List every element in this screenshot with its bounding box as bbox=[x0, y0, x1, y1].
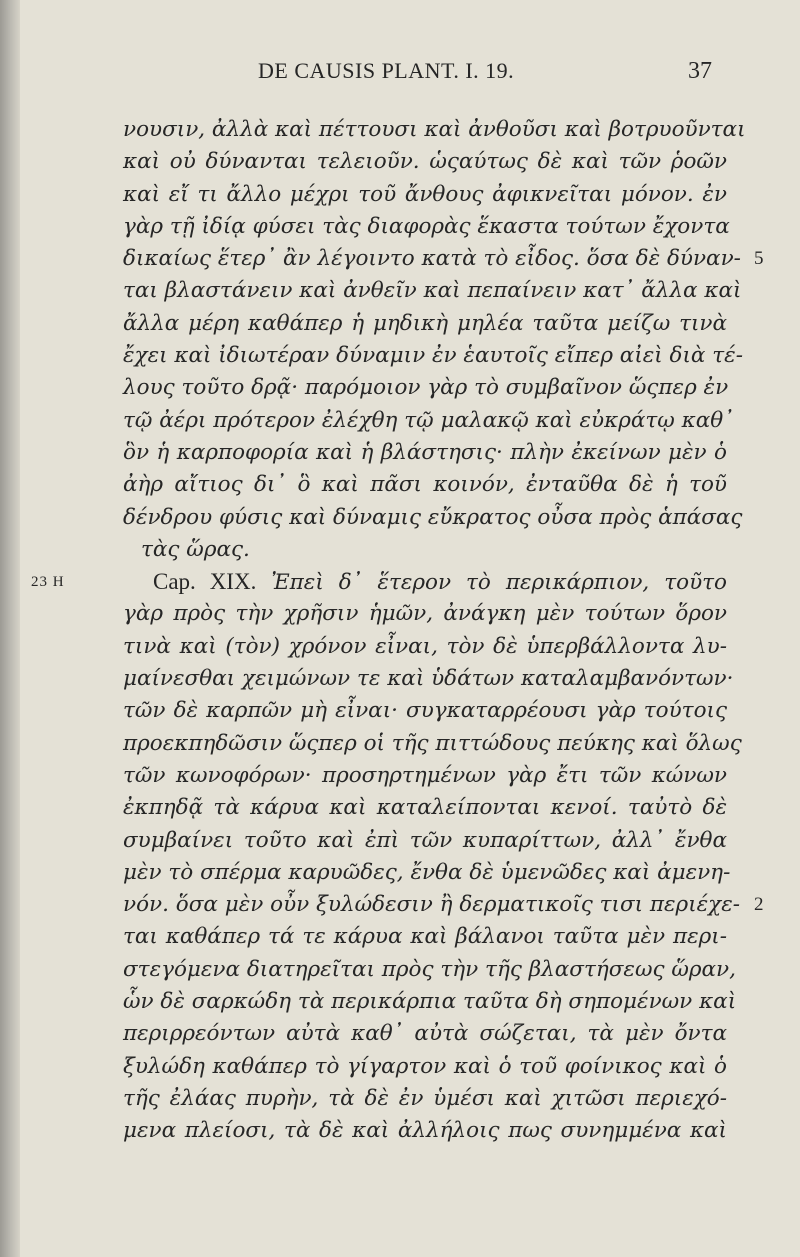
page-number: 37 bbox=[688, 58, 712, 84]
text-line: τὰς ὥρας. bbox=[141, 536, 250, 562]
text-line: μαίνεσθαι χειμώνων τε καὶ ὑδάτων καταλαμβανόντων· bbox=[123, 666, 734, 692]
text-line: ται βλαστάνειν καὶ ἀνθεῖν καὶ πεπαίνειν κατ᾽ ἄλλα καὶ bbox=[123, 278, 742, 304]
margin-line-number: 2 bbox=[754, 894, 764, 916]
text-line: συμβαίνει τοῦτο καὶ ἐπὶ τῶν κυπαρίττων, ἀλλ᾽ ἔνθα bbox=[123, 827, 727, 853]
book-page bbox=[20, 0, 800, 1257]
text-line: τινὰ καὶ (τὸν) χρόνον εἶναι, τὸν δὲ ὑπερβάλλοντα λυ- bbox=[123, 633, 727, 659]
text-line: καὶ εἴ τι ἄλλο μέχρι τοῦ ἄνθους ἀφικνεῖται μόνον. ἐν bbox=[123, 181, 727, 207]
text-line: ὃν ἡ καρποφορία καὶ ἡ βλάστησις· πλὴν ἐκείνων μὲν ὁ bbox=[123, 439, 727, 465]
text-line: περιρρεόντων αὐτὰ καθ᾽ αὐτὰ σώζεται, τὰ μὲν ὄντα bbox=[123, 1021, 727, 1047]
text-line: προεκπηδῶσιν ὥςπερ οἱ τῆς πιττώδους πεύκης καὶ ὅλως bbox=[123, 730, 742, 756]
text-line: νουσιν, ἀλλὰ καὶ πέττουσι καὶ ἀνθοῦσι καὶ βοτρυοῦνται bbox=[123, 117, 746, 142]
text-line: μὲν τὸ σπέρμα καρυῶδες, ἔνθα δὲ ὑμενῶδες καὶ ἀμενη- bbox=[123, 859, 731, 885]
text-line: γὰρ πρὸς τὴν χρῆσιν ἡμῶν, ἀνάγκη μὲν τούτων ὅρον bbox=[123, 601, 727, 627]
text-line: ἄλλα μέρη καθάπερ ἡ μηδικὴ μηλέα ταῦτα μείζω τινὰ bbox=[123, 310, 727, 336]
text-line: λους τοῦτο δρᾷ· παρόμοιον γὰρ τὸ συμβαῖνον ὥςπερ ἐν bbox=[123, 375, 729, 401]
running-head: DE CAUSIS PLANT. I. 19. bbox=[258, 58, 515, 83]
text-line: τῶν δὲ καρπῶν μὴ εἶναι· συγκαταρρέουσι γὰρ τούτοις bbox=[123, 698, 727, 724]
chapter-start-line: 23 H Cap. XIX. Ἐπεὶ δ᾽ ἕτερον τὸ περικάρπιον, τοῦτο bbox=[123, 566, 727, 598]
page-header bbox=[20, 58, 800, 86]
margin-line-number: 5 bbox=[754, 248, 764, 270]
text-line: ἔχει καὶ ἰδιωτέραν δύναμιν ἐν ἑαυτοῖς εἴπερ αἰεὶ διὰ τέ- bbox=[123, 343, 743, 369]
text-line: ται καθάπερ τά τε κάρυα καὶ βάλανοι ταῦτα μὲν περι- bbox=[123, 924, 727, 950]
text-line: καὶ οὐ δύνανται τελειοῦν. ὡςαύτως δὲ καὶ τῶν ῥοῶν bbox=[123, 149, 727, 175]
text-line: στεγόμενα διατηρεῖται πρὸς τὴν τῆς βλαστήσεως ὥραν, bbox=[123, 956, 736, 982]
text-line: δικαίως ἕτερ᾽ ἂν λέγοιντο κατὰ τὸ εἶδος. ὅσα δὲ δύναν- 5 bbox=[123, 243, 727, 275]
text-line: δένδρου φύσις καὶ δύναμις εὔκρατος οὖσα πρὸς ἁπάσας bbox=[123, 504, 743, 530]
left-margin-marker: 23 H bbox=[31, 574, 65, 591]
text-line: γὰρ τῇ ἰδίᾳ φύσει τὰς διαφορὰς ἕκαστα τούτων ἔχοντα bbox=[123, 213, 730, 239]
text-line: ὧν δὲ σαρκώδη τὰ περικάρπια ταῦτα δὴ σηπομένων καὶ bbox=[123, 989, 737, 1015]
text-line: τῷ ἀέρι πρότερον ἐλέχθη τῷ μαλακῷ καὶ εὐκράτῳ καθ᾽ bbox=[123, 407, 734, 433]
chapter-label: Cap. XIX. bbox=[153, 569, 257, 595]
book-binding-shadow bbox=[0, 0, 20, 1257]
text-line: τῆς ἐλάας πυρὴν, τὰ δὲ ἐν ὑμέσι καὶ χιτῶσι περιεχό- bbox=[123, 1085, 727, 1111]
text-body bbox=[31, 114, 764, 1148]
text-line: μενα πλείοσι, τὰ δὲ καὶ ἀλλήλοις πως συνημμένα καὶ bbox=[123, 1118, 727, 1144]
text-line: νόν. ὅσα μὲν οὖν ξυλώδεσιν ἢ δερματικοῖς τισι περιέχε- 2 bbox=[123, 889, 727, 921]
text-line: ἀὴρ αἴτιος δι᾽ ὃ καὶ πᾶσι κοινόν, ἐνταῦθα δὲ ἡ τοῦ bbox=[123, 472, 727, 498]
text-line: ἐκπηδᾷ τὰ κάρυα καὶ καταλείπονται κενοί. ταὐτὸ δὲ bbox=[123, 795, 727, 821]
text-line: τῶν κωνοφόρων· προσηρτημένων γὰρ ἔτι τῶν κώνων bbox=[123, 762, 727, 788]
text-line: ξυλώδη καθάπερ τὸ γίγαρτον καὶ ὁ τοῦ φοίνικος καὶ ὁ bbox=[123, 1053, 727, 1079]
